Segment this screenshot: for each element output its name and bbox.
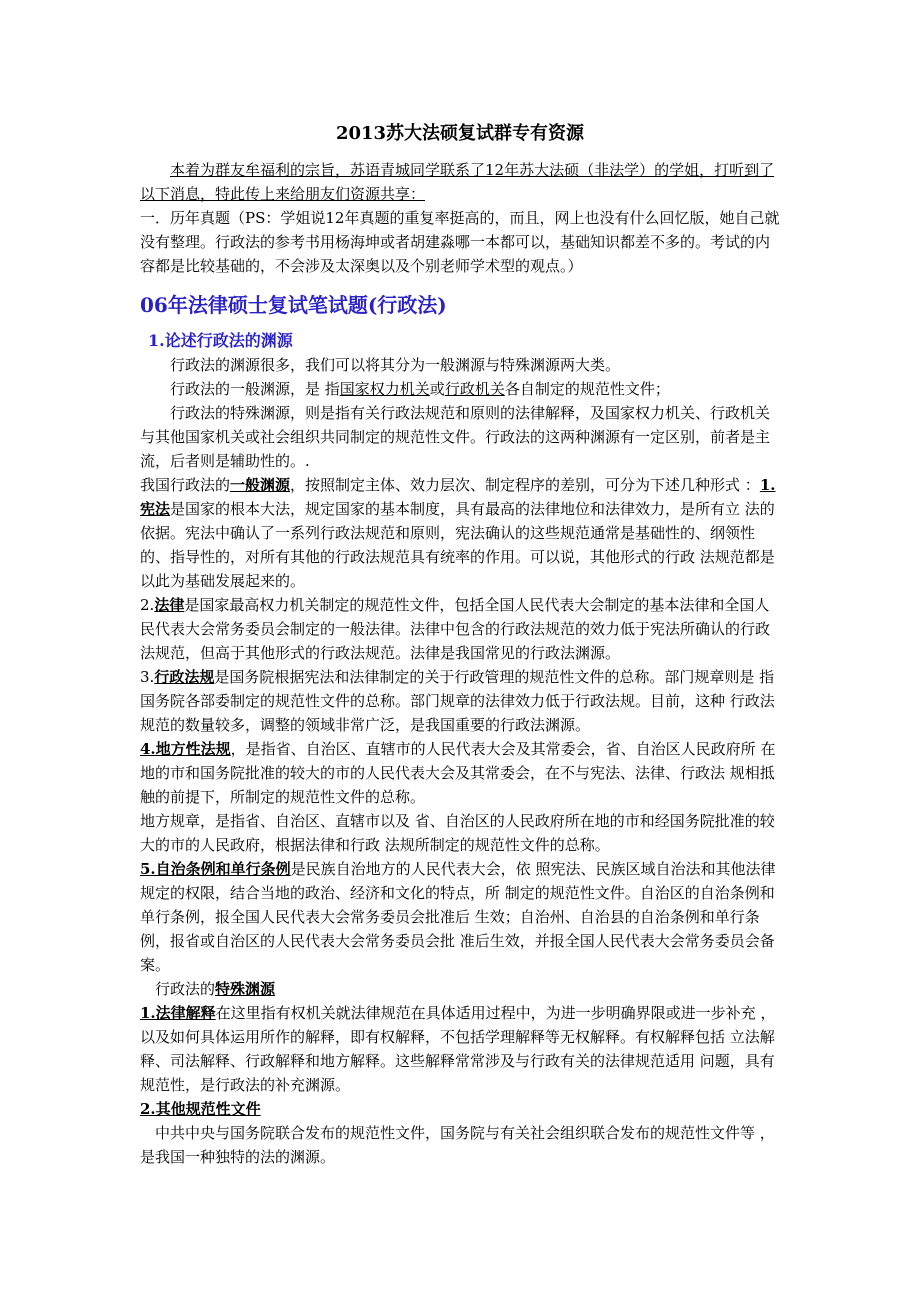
paragraph-admin-regulation: 3.行政法规是国务院根据宪法和法律制定的关于行政管理的规范性文件的总称。部门规章则是 指国务院各部委制定的规范性文件的总称。部门规章的法律效力低于行政法规。目前，这种 行政法规范的数量较多，调整的领域非常广泛，是我国重要的行政法渊源。 xyxy=(140,668,775,734)
term-admin-regulation: 行政法规 xyxy=(154,668,215,686)
term-general-source: 一般渊源 xyxy=(230,476,291,494)
term-constitution: 宪法 xyxy=(140,500,171,518)
paragraph-other-documents: 中共中央与国务院联合发布的规范性文件，国务院与有关社会组织联合发布的规范性文件等 ，是我国一种独特的法的渊源。 xyxy=(140,1124,775,1166)
paragraph-general-source: 行政法的一般渊源，是 指国家权力机关或行政机关各自制定的规范性文件； xyxy=(170,380,670,398)
term-state-power-organ: 国家权力机关 xyxy=(339,380,430,398)
paragraph-autonomy: 5.自治条例和单行条例是民族自治地方的人民代表大会，依 照宪法、民族区域自治法和其他法律规定的权限，结合当地的政治、经济和文化的特点，所 制定的规范性文件。自治区的自治条例和单行条例，报全国人民代表大会常务委员会批准后 生效；自治州、自治县的自治条例和单行条例，报省或自治区的人民代表大会常务委员会批 准后生效，并报全国人民代表大会常务委员会备案。 xyxy=(140,860,776,974)
body-block xyxy=(140,353,784,1169)
paragraph-classification: 我国行政法的一般渊源，按照制定主体、效力层次、制定程序的差别，可分为下述几种形式 ：1. 宪法是国家的根本大法，规定国家的基本制度，具有最高的法律地位和法律效力，是所有立 法的依据。宪法中确认了一系列行政法规范和原则，宪法确认的这些规范通常是基础性的、纲领性的、指导性的，对所有其他的行政法规范具有统率的作用。可以说，其他形式的行政 法规范都是以此为基础发展起来的。 xyxy=(140,476,776,590)
term-special-source: 特殊渊源 xyxy=(215,980,276,998)
question-heading: 1.论述行政法的渊源 xyxy=(148,331,293,350)
term-other-documents: 2.其他规范性文件 xyxy=(140,1100,261,1118)
term-law: 法律 xyxy=(154,596,185,614)
paragraph-local-rules: 地方规章，是指省、自治区、直辖市以及 省、自治区的人民政府所在地的市和经国务院批准的较大的市的人民政府，根据法律和行政 法规所制定的规范性文件的总称。 xyxy=(140,812,775,854)
paragraph-local-regulation: 4.地方性法规，是指省、自治区、直辖市的人民代表大会及其常委会，省、自治区人民政府所 在地的市和国务院批准的较大的市的人民代表大会及其常委会，在不与宪法、法律、行政法 规相抵触的前提下，所制定的规范性文件的总称。 xyxy=(140,740,776,806)
paragraph-other-heading xyxy=(140,1097,784,1121)
intro-paragraph: 本着为群友牟福利的宗旨，苏语青城同学联系了12年苏大法硕（非法学）的学姐，打听到了以下消息，特此传上来给朋友们资源共享： xyxy=(140,161,775,203)
intro-block xyxy=(140,158,784,278)
paragraph-law: 2.法律是国家最高权力机关制定的规范性文件，包括全国人民代表大会制定的基本法律和全国人民代表大会常务委员会制定的一般法律。法律中包含的行政法规范的效力低于宪法所确认的行政法规范，但高于其他形式的行政法规范。法律是我国常见的行政法渊源。 xyxy=(140,596,771,662)
term-administrative-organ: 行政机关 xyxy=(444,380,505,398)
paragraph-special-source: 行政法的特殊渊源，则是指有关行政法规范和原则的法律解释，及国家权力机关、行政机关与其他国家机关或社会组织共同制定的规范性文件。行政法的这两种渊源有一定区别，前者是主流，后者则是辅助性的。. xyxy=(140,404,771,470)
item-1-paragraph: 一．历年真题（PS：学姐说12年真题的重复率挺高的，而且，网上也没有什么回忆版，她自己就没有整理。行政法的参考书用杨海坤或者胡建淼哪一本都可以，基础知识都差不多的。考试的内容都是比较基础的，不会涉及太深奥以及个别老师学术型的观点。） xyxy=(140,209,780,275)
term-autonomy-regulation: 5.自治条例和单行条例 xyxy=(140,860,291,878)
term-local-regulation: 4.地方性法规 xyxy=(140,740,231,758)
page-title: 2013苏大法硕复试群专有资源 xyxy=(335,123,585,144)
term-legal-interpretation: 1.法律解释 xyxy=(140,1004,216,1022)
paragraph-overview: 行政法的渊源很多，我们可以将其分为一般渊源与特殊渊源两大类。 xyxy=(170,356,621,374)
paragraph-special-heading: 行政法的特殊渊源 xyxy=(155,980,276,998)
paragraph-interpretation: 1.法律解释在这里指有权机关就法律规范在具体适用过程中，为进一步明确界限或进一步补充 ，以及如何具体运用所作的解释，即有权解释，不包括学理解释等无权解释。有权解释包括 立法解释、司法解释、行政解释和地方解释。这些解释常常涉及与行政有关的法律规范适用 问题，具有规范性，是行政法的补充渊源。 xyxy=(140,1004,776,1094)
section-heading: 06年法律硕士复试笔试题(行政法) xyxy=(140,293,447,317)
